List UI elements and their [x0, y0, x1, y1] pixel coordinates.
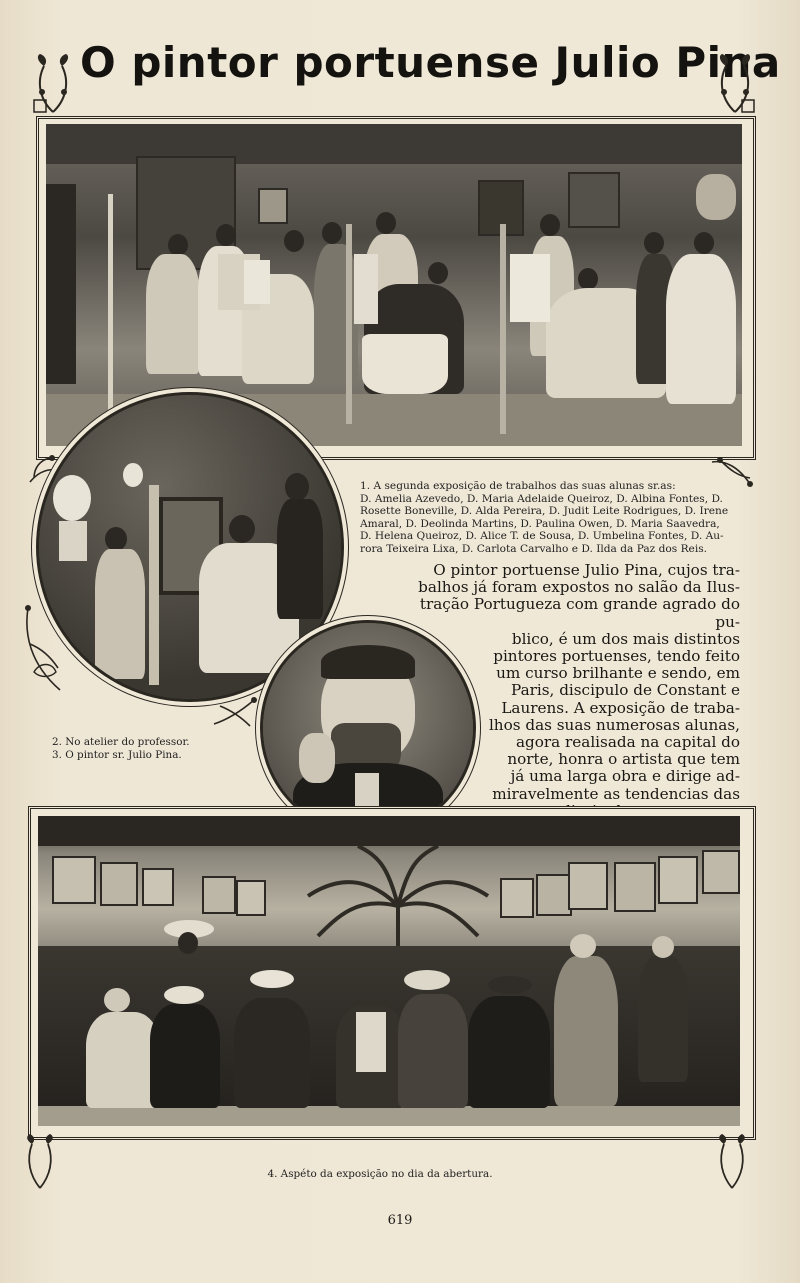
article-line: norte, honra o artista que tem: [507, 750, 740, 769]
caption-atelier: 2. No atelier do professor.: [52, 736, 190, 748]
article-line: lhos das suas numerosas alunas,: [488, 715, 740, 734]
caption-line: D. Helena Queiroz, D. Alice T. de Sousa, D. Umbelina Fontes, D. Au-: [360, 530, 724, 543]
article-line: Laurens. A exposição de traba-: [501, 698, 740, 717]
article-line: já uma larga obra e dirige ad-: [510, 767, 740, 786]
floral-ornament-icon: [20, 604, 80, 696]
caption-exhibition: 4. Aspéto da exposição no dia da abertura.: [267, 1168, 493, 1180]
caption-line: D. Amelia Azevedo, D. Maria Adelaide Queiroz, D. Albina Fontes, D.: [360, 492, 723, 505]
floral-ornament-icon: [210, 696, 258, 730]
article-line: miravelmente as tendencias das: [492, 784, 740, 803]
article-line: pintores portuenses, tendo feito: [493, 647, 740, 666]
floral-ornament-icon: [30, 52, 76, 116]
photo-exhibition: [38, 816, 740, 1126]
article-line: O pintor portuense Julio Pina, cujos tra-: [433, 561, 740, 579]
article-line: balhos já foram expostos no salão da Ilus-: [418, 578, 740, 597]
caption-line: Rosette Boneville, D. Alda Pereira, D. Judit Leite Rodrigues, D. Irene: [360, 505, 729, 518]
article-line: um curso brilhante e sendo, em: [496, 664, 740, 683]
article-line: tração Portugueza com grande agrado do pu-: [419, 595, 740, 631]
article-line: Paris, discipulo de Constant e: [511, 681, 740, 700]
caption-portrait: 3. O pintor sr. Julio Pina.: [52, 749, 182, 761]
floral-ornament-icon: [712, 1134, 752, 1190]
caption-line: 1. A segunda exposição de trabalhos das suas alunas sr.as:: [360, 480, 676, 492]
caption-line: rora Teixeira Lixa, D. Carlota Carvalho e D. Ilda da Paz dos Reis.: [360, 542, 708, 555]
caption-students: [360, 480, 742, 556]
caption-line: Amaral, D. Deolinda Martins, D. Paulina Owen, D. Maria Saavedra,: [360, 517, 720, 530]
article-line: agora realisada na capital do: [515, 733, 740, 752]
floral-ornament-icon: [712, 52, 758, 116]
article-text: [394, 562, 740, 820]
floral-ornament-icon: [20, 1134, 60, 1190]
page-title: O pintor portuense Julio Pina: [80, 38, 781, 87]
article-line: blico, é um dos mais distintos: [511, 629, 740, 648]
page-number: 619: [387, 1213, 413, 1228]
